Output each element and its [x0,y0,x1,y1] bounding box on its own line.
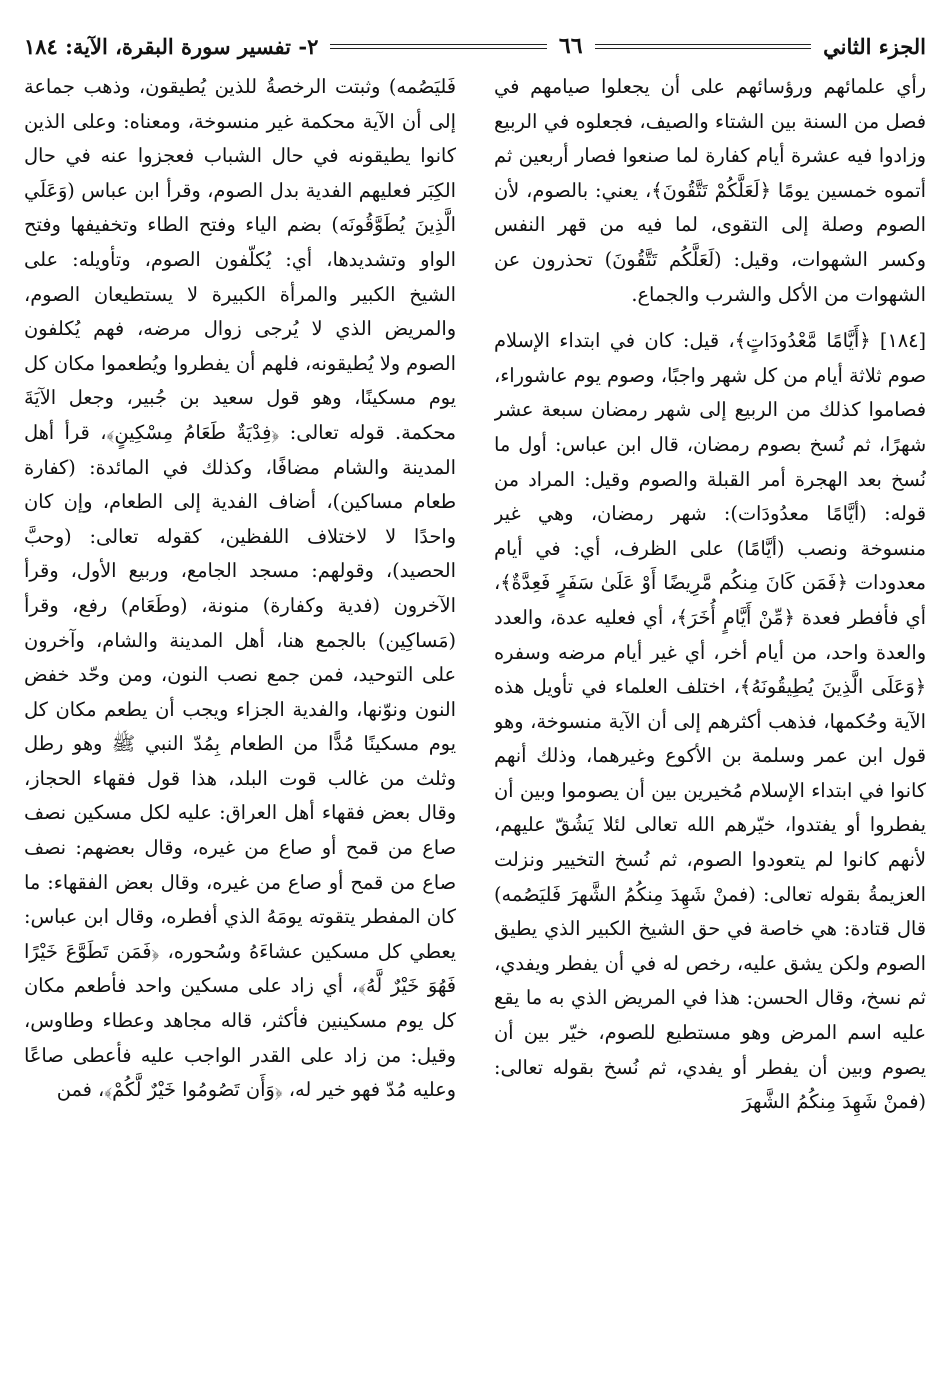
page-number: ٦٦ [558,33,583,59]
right-column [494,70,926,1370]
paragraph: [١٨٤] ﴿أَيَّامًا مَّعْدُودَاتٍ﴾، قيل: كان في ابتداء الإسلام صوم ثلاثة أيام من كل شهر واجبًا، وصوم يوم عاشوراء، فصاموا كذلك من الربيع إلى شهر رمضان سبعة عشر شهرًا، ثم نُسخ بصوم رمضان، قال ابن عباس: أول ما نُسخ بعد الهجرة أمر القبلة والصوم وقيل: المراد من قوله: (أيَّامًا معدُودَات): شهر رمضان، وهي غير منسوخة ونصب (أيَّامًا) على الظرف، أي: في أيام معدودات ﴿فَمَن كَانَ مِنكُم مَّرِيضًا أَوْ عَلَىٰ سَفَرٍ فَعِدَّةٌ﴾، أي فأفطر فعدة ﴿مِّنْ أَيَّامٍ أُخَرَ﴾، أي فعليه عدة، والعدد والعدة واحد، من أيام أخر، أي غير أيام مرضه وسفره ﴿وَعَلَى الَّذِينَ يُطِيقُونَهُ﴾، اختلف العلماء في تأويل هذه الآية وحُكمها، فذهب أكثرهم إلى أن الآية منسوخة، وهو قول ابن عمر وسلمة بن الأكوع وغيرهما، وذلك أنهم كانوا في ابتداء الإسلام مُخيرين بين أن يصوموا وبين أن يفطروا أو يفتدوا، خيّرهم الله تعالى لئلا يَشُقّ عليهم، لأنهم كانوا لم يتعودوا الصوم، ثم نُسخ التخيير ونزلت العزيمةُ بقوله تعالى: (فمنْ شَهِدَ مِنكُمُ الشَّهرَ فَليَصُمه) قال قتادة: هي خاصة في حق الشيخ الكبير الذي يطيق الصوم ولكن يشق عليه، رخص له في أن يفطر ويفدي، ثم نسخ، وقال الحسن: هذا في المريض الذي به ما يقع عليه اسم المرض وهو مستطيع للصوم، خيّر بين أن يصوم وبين أن يفطر أو يفدي، ثم نُسخ بقوله تعالى: (فمنْ شَهِدَ مِنكُمُ الشَّهرَ [494,329,926,1114]
header-title: ٢- تفسير سورة البقرة، الآية: ١٨٤ [24,33,319,59]
header-rule-right [595,44,812,49]
page-header [24,26,926,66]
paragraph: فَليَصُمه) وثبتت الرخصةُ للذين يُطيقون، وذهب جماعة إلى أن الآية محكمة غير منسوخة، ومعناه: وعلى الذين كانوا يطيقونه في حال الشباب فعجزوا عنه في حال الكِبَر فعليهم الفدية بدل الصوم، وقرأ ابن عباس (وَعَلَي الَّذِينَ يُطَوَّقُونَه) بضم الياء وفتح الطاء وتخفيفها وفتح الواو وتشديدها، أي: يُكلّفون الصوم، وتأويله: على الشيخ الكبير والمرأة الكبيرة لا يستطيعان الصوم، والمريض الذي لا يُرجى زوال مرضه، فهم يُكلفون الصوم ولا يُطيقونه، فلهم أن يفطروا ويُطعموا مكان كل يوم مسكينًا، وهو قول سعيد بن جُبير، وجعل الآيَةَ محكمة. قوله تعالى: ﴿فِدْيَةٌ طَعَامُ مِسْكِينٍ﴾، قرأ أهل المدينة والشام مضافًا، وكذلك في المائدة: (كفارة طعام مساكين)، أضاف الفدية إلى الطعام، وإن كان واحدًا لا لاختلاف اللفظين، كقوله تعالى: (وحبَّ الحصيد)، وقولهم: مسجد الجامع، وربيع الأول، وقرأ الآخرون (فدية وكفارة) منونة، (وطَعَام) رفع، وقرأ (مَساكِين) بالجمع هنا، أهل المدينة والشام، وآخرون على التوحيد، فمن جمع نصب النون، ومن وحّد خفض النون ونوّنها، والفدية الجزاء ويجب أن يطعم مكان كل يوم مسكينًا مُدًّا من الطعام بِمُدّ النبي ﷺ وهو رطل وثلث من غالب قوت البلد، هذا قول فقهاء الحجاز، وقال بعض فقهاء أهل العراق: عليه لكل مسكين نصف صاع من قمح أو صاع من غيره، وقال بعضهم: نصف صاع من قمح أو صاع من غيره، وقال بعض الفقهاء: ما كان المفطر يتقوته يومَهُ الذي أفطره، وقال ابن عباس: يعطي كل مسكين عشاءَهُ وسُحوره، ﴿فَمَن تَطَوَّعَ خَيْرًا فَهُوَ خَيْرٌ لَّهُ﴾، أي زاد على مسكين واحد فأطعم مكان كل يوم مسكينين فأكثر، قاله مجاهد وعطاء وطاوس، وقيل: من زاد على القدر الواجب عليه فأعطى صاعًا وعليه مُدّ فهو خير له، ﴿وَأَن تَصُومُوا خَيْرٌ لَّكُمْ﴾، فمن [24,75,456,1102]
paragraph: رأي علمائهم ورؤسائهم على أن يجعلوا صيامهم في فصل من السنة بين الشتاء والصيف، فجعلوه في الربيع وزادوا فيه عشرة أيام كفارة لما صنعوا فصار أربعين ثم أتموه خمسين يومًا ﴿لَعَلَّكُمْ تَتَّقُونَ﴾، يعني: بالصوم، لأن الصوم وصلة إلى التقوى، لما فيه من قهر النفس وكسر الشهوات، وقيل: (لَعَلَّكُم تَتَّقُونَ) تحذرون عن الشهوات من الأكل والشرب والجماع. [494,75,926,306]
header-part: الجزء الثاني [823,33,926,59]
header-rule-left [330,44,547,49]
left-column [24,70,456,1370]
